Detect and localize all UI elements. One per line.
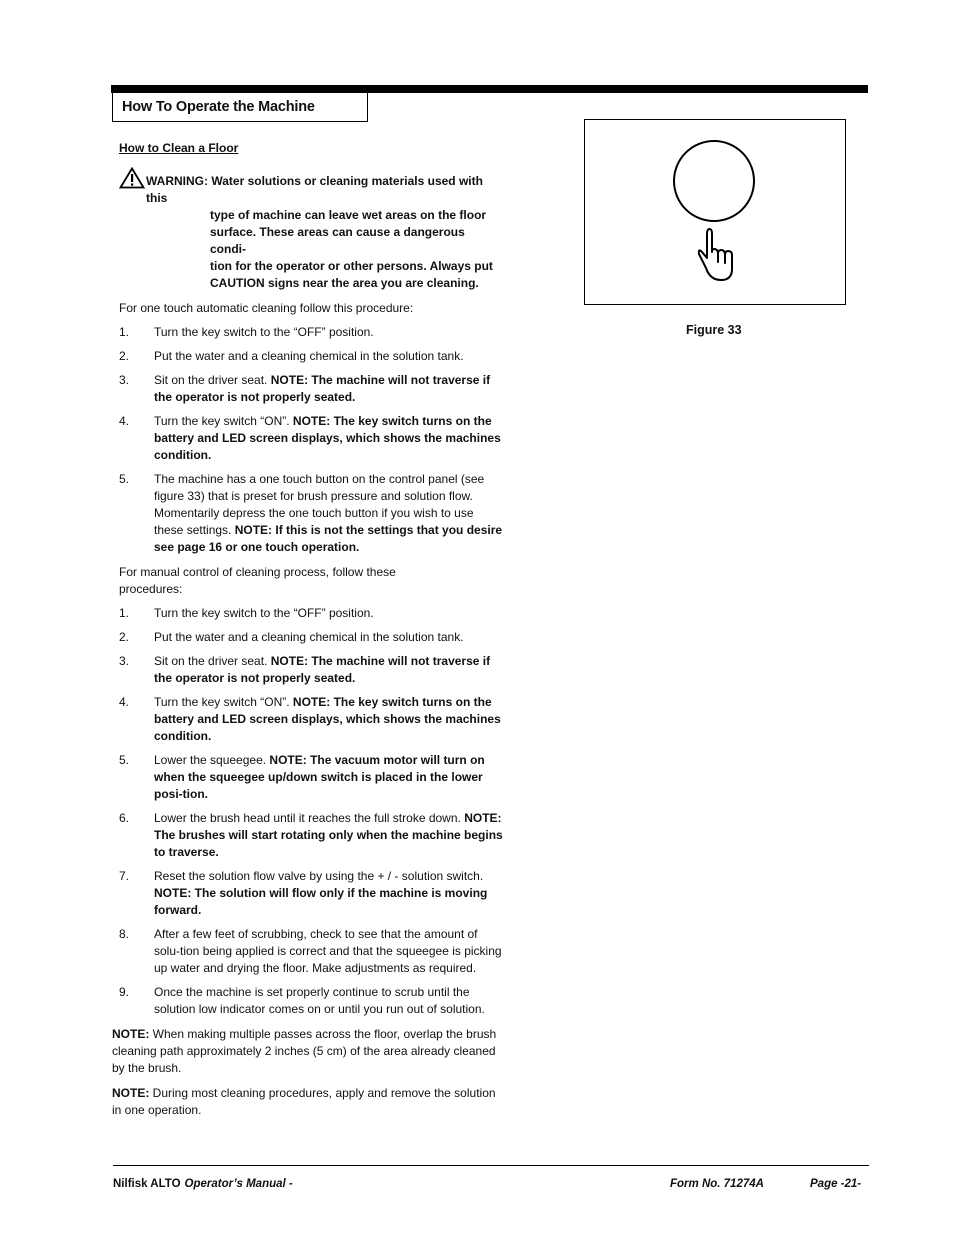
list-item	[119, 926, 504, 977]
step-note: NOTE: The key switch turns on the battery and LED screen displays, which shows the machines condition.	[154, 414, 501, 462]
warning-triangle-icon	[119, 167, 145, 189]
note-paragraph	[112, 1085, 504, 1119]
step-number: 2.	[119, 630, 130, 644]
list-item	[119, 471, 504, 556]
step-number: 9.	[119, 985, 130, 999]
footer-brand-block	[113, 1178, 293, 1190]
step-number: 5.	[119, 753, 130, 767]
hand-pointer-icon	[699, 229, 732, 280]
step-number: 2.	[119, 349, 130, 363]
step-number: 3.	[119, 654, 130, 668]
note-label: NOTE:	[112, 1086, 150, 1100]
step-text: Turn the key switch to the “OFF” position.	[154, 325, 374, 339]
auto-steps-list	[112, 324, 504, 556]
footer-brand: Nilfisk ALTO	[113, 1178, 181, 1190]
section-title: How To Operate the Machine	[122, 99, 315, 115]
warning-block	[119, 173, 504, 292]
step-text: After a few feet of scrubbing, check to see that the amount of solu-tion being applied is correct and that the squeegee is picking up water and drying the floor. Make adjustments as required.	[154, 927, 502, 975]
main-column	[112, 140, 504, 1119]
list-item	[119, 810, 504, 861]
step-note: NOTE: The solution will flow only if the machine is moving forward.	[154, 886, 488, 917]
step-text: Turn the key switch “ON”.	[154, 695, 293, 709]
step-text: Turn the key switch to the “OFF” position.	[154, 606, 374, 620]
step-note: NOTE: The vacuum motor will turn on when the squeegee up/down switch is placed in the lower posi-tion.	[154, 753, 485, 801]
step-number: 6.	[119, 811, 130, 825]
list-item	[119, 605, 504, 622]
step-text: Put the water and a cleaning chemical in the solution tank.	[154, 349, 464, 363]
footer-page-number: Page -21-	[810, 1178, 862, 1190]
intro-auto: For one touch automatic cleaning follow this procedure:	[119, 301, 414, 315]
list-item	[119, 324, 504, 341]
step-text: Once the machine is set properly continue to scrub until the solution low indicator comes on or until you run out of solution.	[154, 985, 485, 1016]
step-text: The machine has a one touch button on the control panel (see figure 33) that is preset for brush pressure and solution flow. Momentarily depress the one touch button if you wish to use these settings.	[154, 472, 485, 537]
warning-line: surface. These areas can cause a dangerous condi-	[210, 225, 465, 256]
note-text: When making multiple passes across the floor, overlap the brush cleaning path approximately 2 inches (5 cm) of the area already cleaned by the brush.	[112, 1027, 497, 1075]
note-paragraph	[112, 1026, 504, 1077]
note-label: NOTE:	[112, 1027, 150, 1041]
step-text: Reset the solution flow valve by using the + / - solution switch.	[154, 869, 484, 883]
warning-label: WARNING:	[146, 174, 208, 188]
list-item	[119, 868, 504, 919]
step-note: NOTE: The machine will not traverse if the operator is not properly seated.	[154, 654, 491, 685]
list-item	[119, 629, 504, 646]
step-note: NOTE: The machine will not traverse if the operator is not properly seated.	[154, 373, 491, 404]
step-number: 1.	[119, 606, 130, 620]
step-number: 1.	[119, 325, 130, 339]
step-text: Lower the squeegee.	[154, 753, 270, 767]
step-number: 4.	[119, 414, 130, 428]
step-text: Sit on the driver seat.	[154, 654, 271, 668]
intro-manual: For manual control of cleaning process, follow these procedures:	[119, 565, 396, 596]
footer-manual-title: Operator’s Manual -	[184, 1178, 293, 1190]
step-number: 8.	[119, 927, 130, 941]
one-touch-button-circle	[674, 141, 754, 221]
note-text: During most cleaning procedures, apply and remove the solution in one operation.	[112, 1086, 496, 1117]
list-item	[119, 348, 504, 365]
figure-caption: Figure 33	[686, 323, 742, 337]
step-note: NOTE: The key switch turns on the battery and LED screen displays, which shows the machines condition.	[154, 695, 501, 743]
warning-line: type of machine can leave wet areas on the floor	[210, 208, 487, 222]
step-text: Sit on the driver seat.	[154, 373, 271, 387]
warning-line: Water solutions or cleaning materials used with this	[146, 174, 483, 205]
figure-33-box	[584, 119, 846, 305]
figure-illustration	[585, 120, 845, 304]
list-item	[119, 752, 504, 803]
step-number: 4.	[119, 695, 130, 709]
step-number: 3.	[119, 373, 130, 387]
warning-line: tion for the operator or other persons. Always put	[210, 259, 493, 273]
step-text: Turn the key switch “ON”.	[154, 414, 293, 428]
list-item	[119, 413, 504, 464]
step-text: Put the water and a cleaning chemical in the solution tank.	[154, 630, 464, 644]
section-header-box	[112, 93, 368, 122]
header-rule	[111, 85, 868, 93]
list-item	[119, 372, 504, 406]
list-item	[119, 984, 504, 1018]
warning-line: CAUTION signs near the area you are cleaning.	[210, 276, 479, 290]
step-note: NOTE: If this is not the settings that you desire see page 16 or one touch operation.	[154, 523, 503, 554]
manual-steps-list	[112, 605, 504, 1018]
step-number: 5.	[119, 472, 130, 486]
footer-form-number: Form No. 71274A	[670, 1178, 764, 1190]
step-number: 7.	[119, 869, 130, 883]
footer-rule	[113, 1165, 869, 1166]
step-text: Lower the brush head until it reaches the full stroke down.	[154, 811, 465, 825]
step-note: NOTE: The brushes will start rotating only when the machine begins to traverse.	[154, 811, 503, 859]
list-item	[119, 653, 504, 687]
subheading: How to Clean a Floor	[119, 141, 239, 155]
list-item	[119, 694, 504, 745]
